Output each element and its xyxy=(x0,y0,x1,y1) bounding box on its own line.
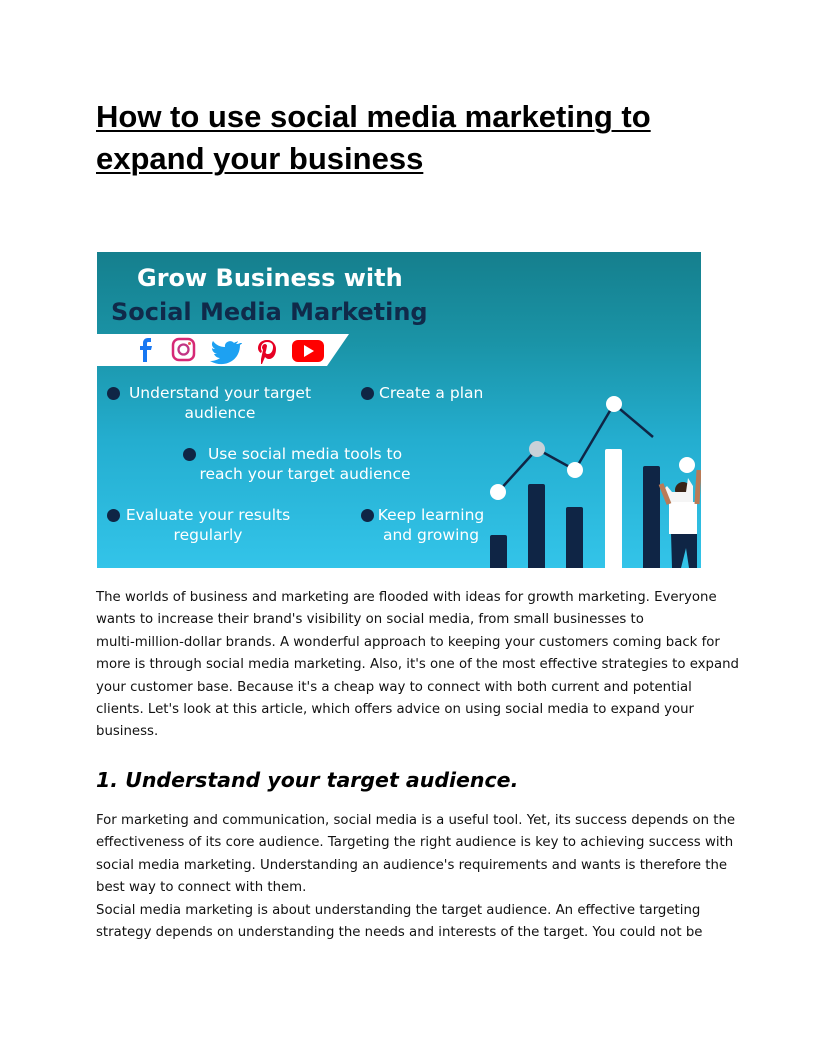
trend-point xyxy=(679,457,695,473)
growth-chart xyxy=(490,396,695,568)
hero-banner xyxy=(97,252,701,568)
bullet-evaluate: Evaluate your results regularly xyxy=(125,506,291,544)
chart-bar xyxy=(605,449,622,568)
trend-point xyxy=(606,396,622,412)
bullet-dot xyxy=(183,448,196,461)
person-illustration xyxy=(661,470,699,568)
page-title xyxy=(96,96,736,180)
bullet-plan: Create a plan xyxy=(379,384,484,402)
youtube-icon xyxy=(292,340,324,362)
bullet-dot xyxy=(107,387,120,400)
title-line: How to use social media marketing to xyxy=(96,99,651,134)
chart-bar xyxy=(528,484,545,568)
chart-bar xyxy=(566,507,583,568)
section-paragraph: For marketing and communication, social media is a useful tool. Yet, its success depends on the effectiveness of its core audience. Targeting the right audience is key to achieving success with social media marketing. Understanding an audience's requirements and wants is therefore the best way to connect with them. Social media marketing is about understanding the target audience. An effective targeting strategy depends on understanding the needs and interests of the target. You could not be xyxy=(96,813,736,941)
intro-paragraph: The worlds of business and marketing are flooded with ideas for growth marketing. Everyone wants to increase their brand's visibility on social media, from small businesses to multi-million-dollar brands. A wonderful approach to keeping your customers coming back for more is through social media marketing. Also, it's one of the most effective strategies to expand your customer base. Because it's a cheap way to connect with both current and potential clients. Let's look at this article, which offers advice on using social media to expand your business. xyxy=(96,590,740,740)
trend-point xyxy=(567,462,583,478)
bullet-dot xyxy=(107,509,120,522)
bullet-tools: Use social media tools to reach your target audience xyxy=(199,445,411,483)
bullet-dot xyxy=(361,387,374,400)
banner-title: Grow Business with xyxy=(137,264,403,292)
trend-point xyxy=(490,484,506,500)
chart-bar xyxy=(490,535,507,568)
banner-subtitle: Social Media Marketing xyxy=(111,298,428,326)
title-line: expand your business xyxy=(96,141,424,176)
trend-point xyxy=(529,441,545,457)
trend-line xyxy=(498,404,653,492)
bullet-understand: Understand your target audience xyxy=(128,384,312,422)
section-heading: 1. Understand your target audience. xyxy=(96,768,519,792)
bullet-keep-learning: Keep learning and growing xyxy=(377,506,485,544)
bullet-dot xyxy=(361,509,374,522)
chart-bar xyxy=(643,466,660,568)
